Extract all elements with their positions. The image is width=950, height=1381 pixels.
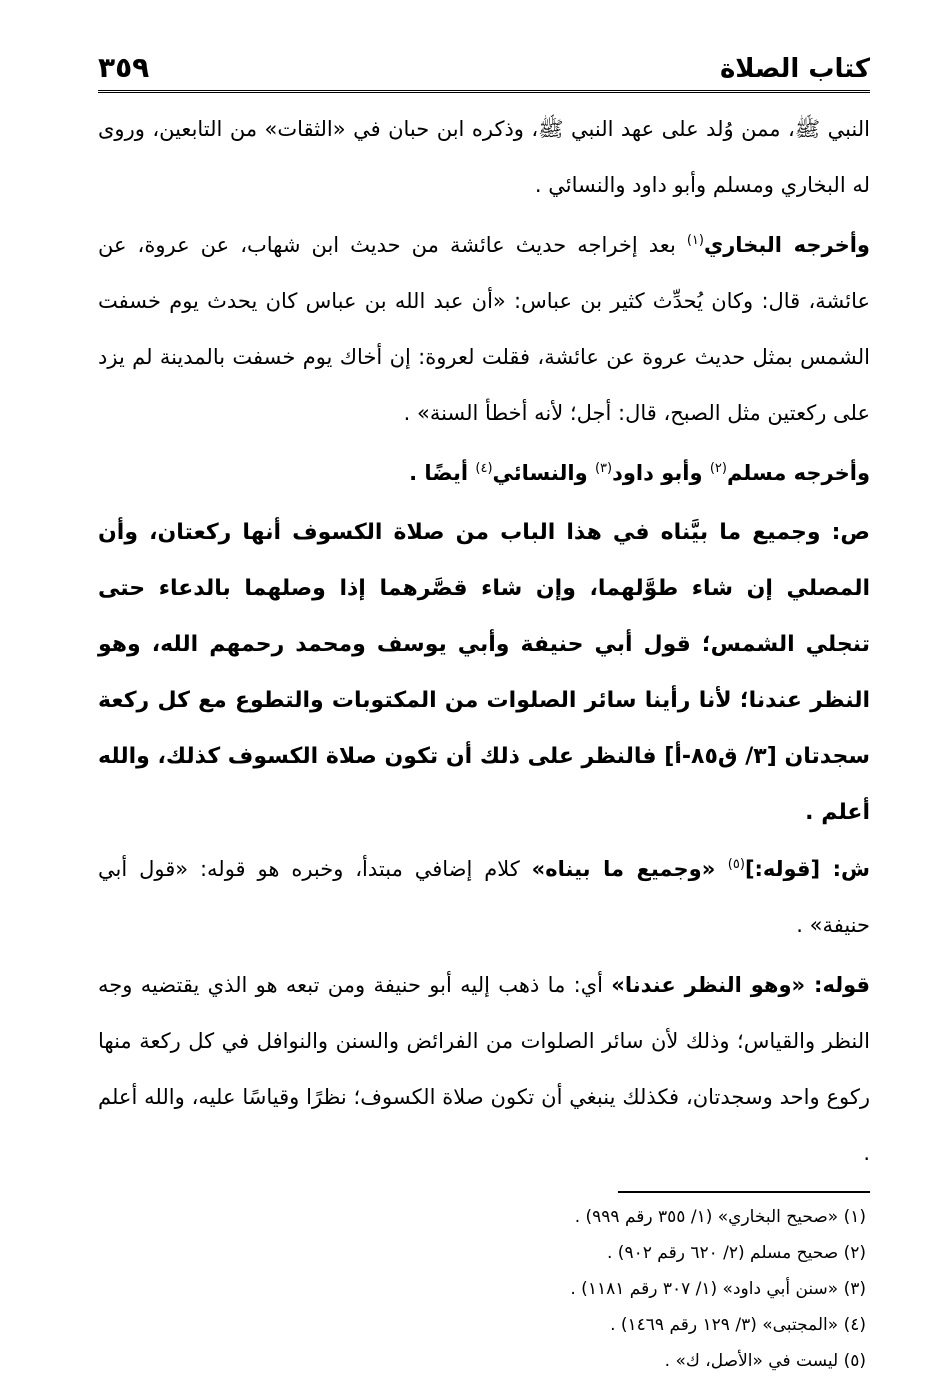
paragraph-1: النبي ﷺ، ممن وُلد على عهد النبي ﷺ، وذكره ابن حبان في «الثقات» من التابعين، وروى له البخاري ومسلم وأبو داود والنسائي . bbox=[98, 117, 870, 197]
paragraph-6 bbox=[98, 957, 870, 1181]
paragraph-5-quote: «وجميع ما بيناه» bbox=[531, 857, 728, 881]
paragraph-6-lead: قوله: «وهو النظر عندنا» bbox=[611, 973, 870, 997]
footnote-ref-5: (٥) bbox=[727, 857, 745, 872]
footnote-ref-2: (٢) bbox=[709, 461, 727, 476]
page-number: ٣٥٩ bbox=[98, 51, 150, 84]
footnotes bbox=[98, 1199, 870, 1379]
paragraph-2 bbox=[98, 217, 870, 441]
paragraph-5-text: كلام إضافي مبتدأ، وخبره هو قوله: «قول أبي حنيفة» . bbox=[98, 857, 870, 937]
chapter-title: كتاب الصلاة bbox=[719, 54, 870, 84]
footnote-3: (٣) «سنن أبي داود» (١/ ٣٠٧ رقم ١١٨١) . bbox=[570, 1279, 866, 1299]
paragraph-3-c: والنسائي bbox=[492, 461, 595, 485]
main-text-paragraph: ص: وجميع ما بيَّناه في هذا الباب من صلاة الكسوف أنها ركعتان، وأن المصلي إن شاء طوَّلهما، وإن شاء قصَّرهما إذا وصلهما بالدعاء حتى تنجلي الشمس؛ قول أبي حنيفة وأبي يوسف ومحمد رحمهم الله، وهو النظر عندنا؛ لأنا رأينا سائر الصلوات من المكتوبات والتطوع مع كل ركعة سجدتان [٣/ ق٨٥-أ] فالنظر على ذلك أن تكون صلاة الكسوف كذلك، والله أعلم . bbox=[98, 520, 870, 825]
paragraph-6-text: أي: ما ذهب إليه أبو حنيفة ومن تبعه هو الذي يقتضيه وجه النظر والقياس؛ وذلك لأن سائر الصلوات من الفرائض والسنن والنوافل في كل ركعة منها ركوع واحد وسجدتان، فكذلك ينبغي أن تكون صلاة الكسوف؛ نظرًا وقياسًا عليه، والله أعلم . bbox=[98, 973, 870, 1165]
paragraph-3-b: وأبو داود bbox=[612, 461, 710, 485]
footnote-ref-4: (٤) bbox=[475, 461, 493, 476]
footnote-5: (٥) ليست في «الأصل، ك» . bbox=[664, 1351, 866, 1371]
paragraph-2-lead: وأخرجه البخاري bbox=[703, 233, 870, 257]
paragraph-3 bbox=[98, 445, 870, 501]
footnote-1: (١) «صحيح البخاري» (١/ ٣٥٥ رقم ٩٩٩) . bbox=[574, 1207, 866, 1227]
paragraph-3-a: وأخرجه مسلم bbox=[726, 461, 870, 485]
page-header bbox=[98, 30, 870, 93]
footnote-divider bbox=[618, 1191, 870, 1193]
footnote-2: (٢) صحيح مسلم (٢/ ٦٢٠ رقم ٩٠٢) . bbox=[607, 1243, 866, 1263]
paragraph-3-d: أيضًا . bbox=[409, 461, 476, 485]
footnote-ref-3: (٣) bbox=[594, 461, 613, 476]
paragraph-5-lead: ش: [قوله:] bbox=[744, 857, 870, 881]
footnote-4: (٤) «المجتبى» (٣/ ١٢٩ رقم ١٤٦٩) . bbox=[610, 1315, 866, 1335]
paragraph-2-text: بعد إخراجه حديث عائشة من حديث ابن شهاب، عن عروة، عن عائشة، قال: وكان يُحدِّث كثير بن عباس: «أن عبد الله بن عباس كان يحدث يوم خسفت الشمس بمثل حديث عروة عن عائشة، فقلت لعروة: إن أخاك يوم خسفت بالمدينة لم يزد على ركعتين مثل الصبح، قال: أجل؛ لأنه أخطأ السنة» . bbox=[98, 233, 870, 425]
book-page bbox=[98, 30, 870, 1379]
paragraph-5 bbox=[98, 841, 870, 953]
footnote-ref-1: (١) bbox=[686, 233, 704, 248]
